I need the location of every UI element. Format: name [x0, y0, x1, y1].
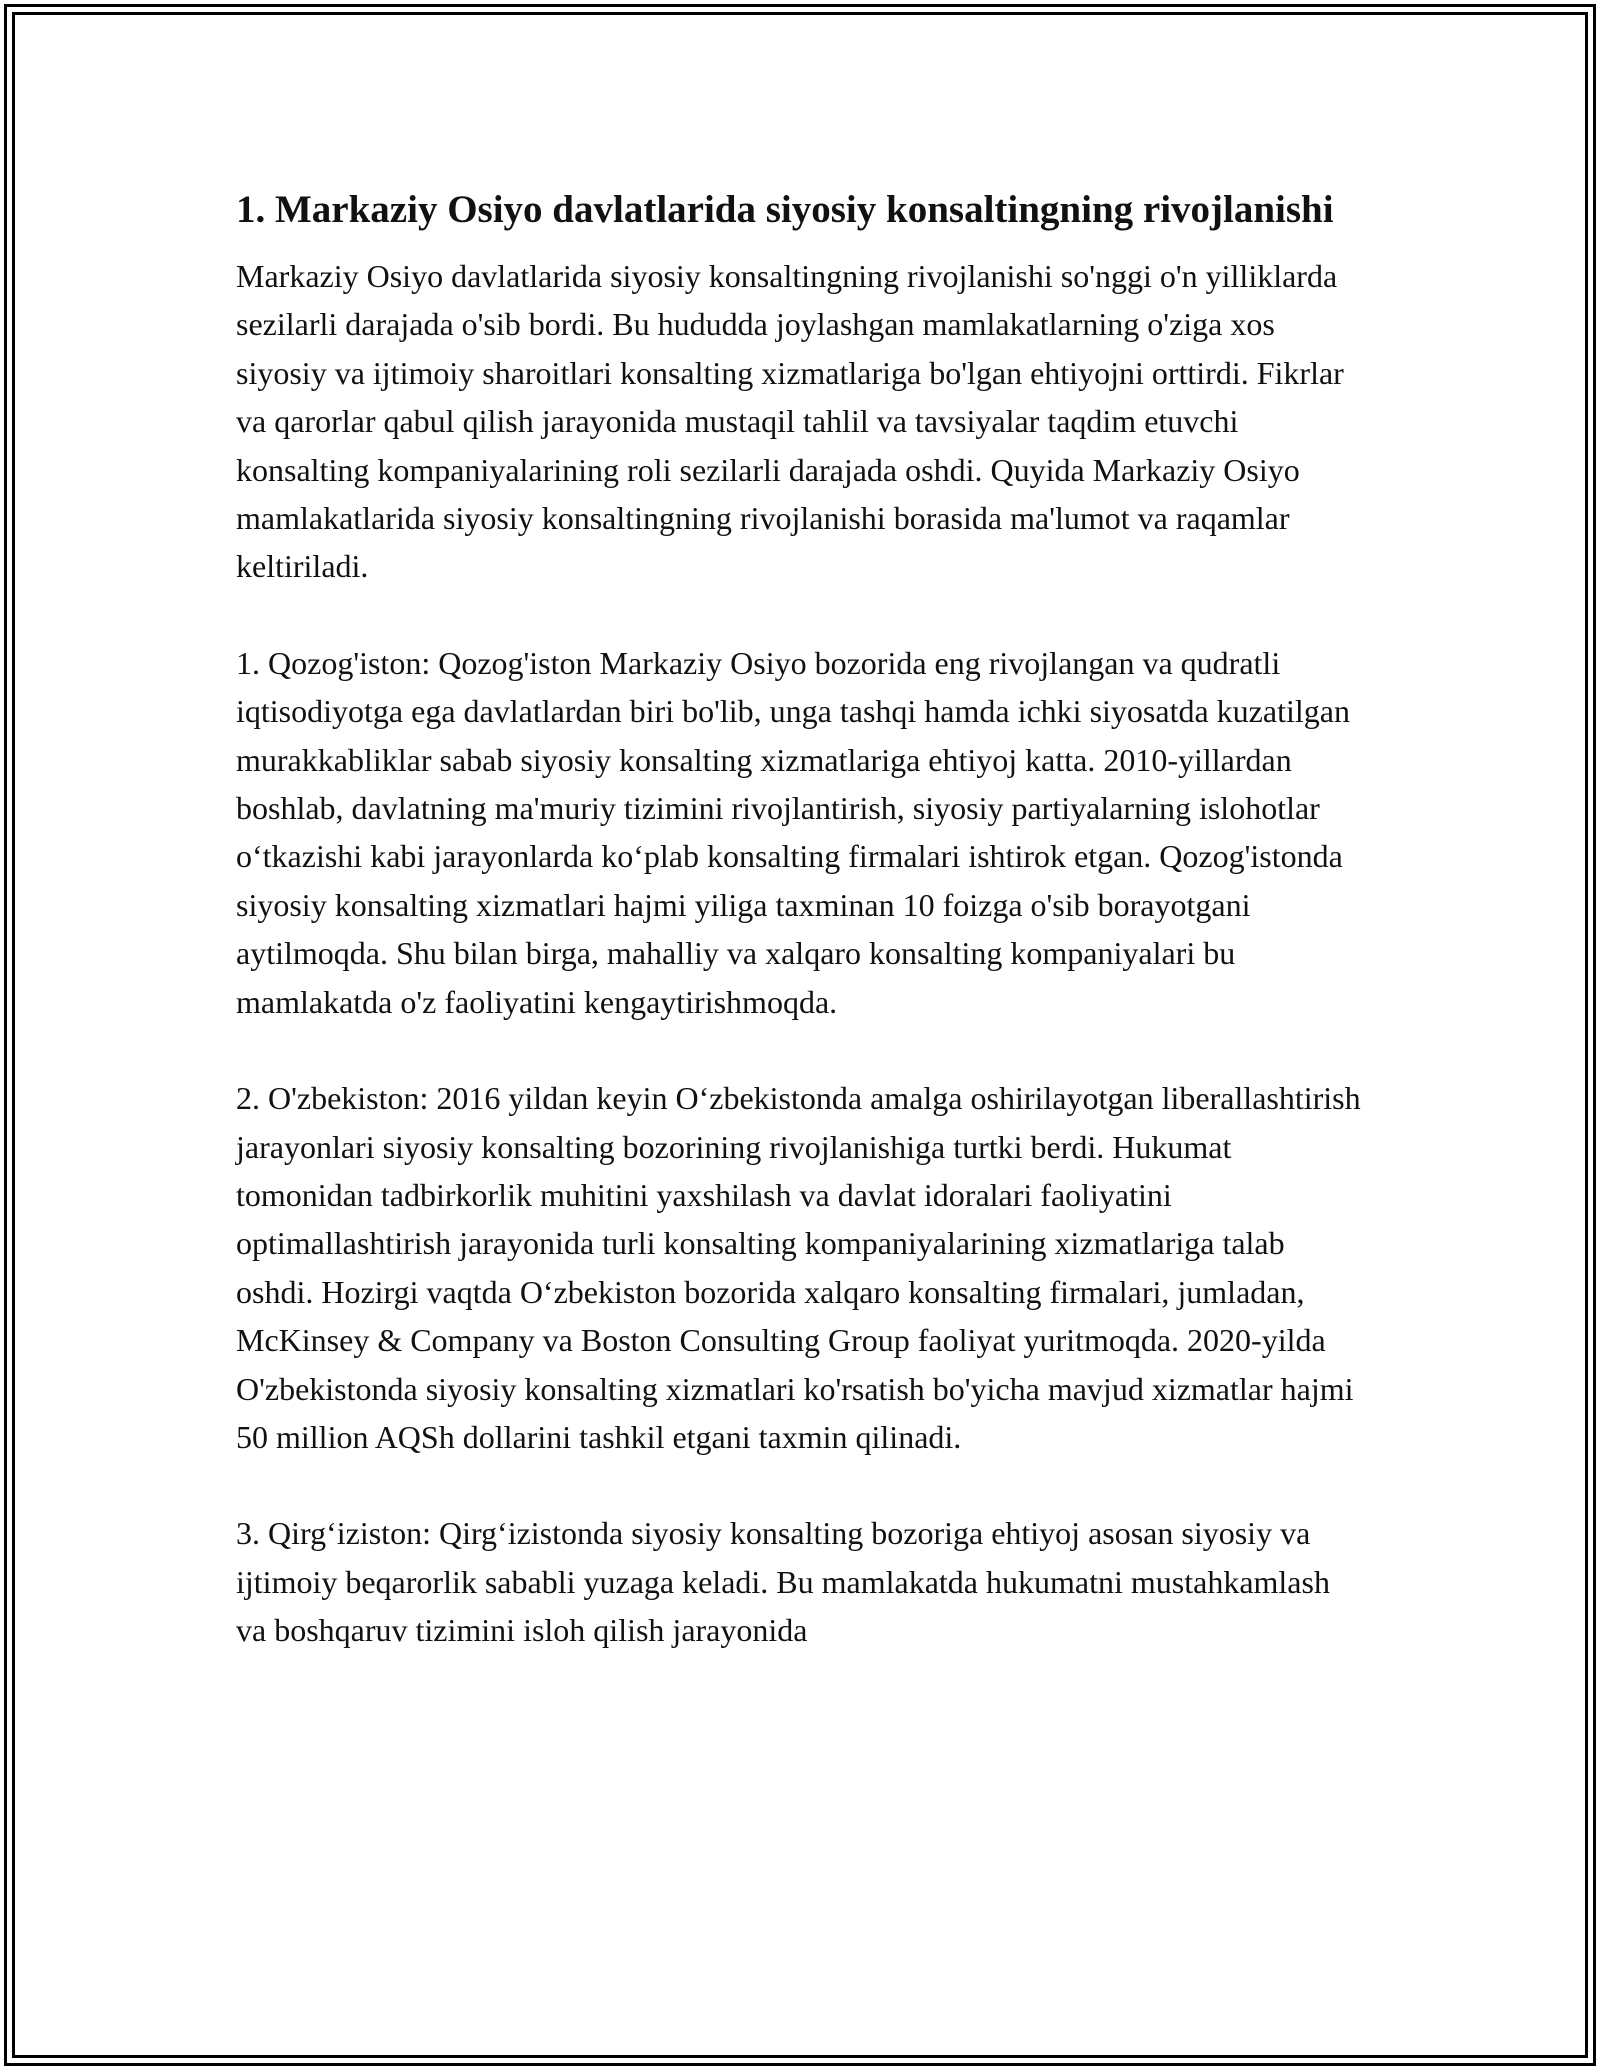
- section-heading: 1. Markaziy Osiyo davlatlarida siyosiy konsaltingning rivojlanishi: [236, 188, 1334, 231]
- uzbekistan-paragraph: 2. O'zbekiston: 2016 yildan keyin Oʻzbekistonda amalga oshirilayotgan liberallashtirish jarayonlari siyosiy konsalting bozorining rivojlanishiga turtki berdi. Hukumat tomonidan tadbirkorlik muhitini yaxshilash va davlat idoralari faoliyatini optimallashtirish jarayonida turli konsalting kompaniyalarining xizmatlariga talab oshdi. Hozirgi vaqtda Oʻzbekiston bozorida xalqaro konsalting firmalari, jumladan, McKinsey & Company va Boston Consulting Group faoliyat yuritmoqda. 2020-yilda O'zbekistonda siyosiy konsalting xizmatlari ko'rsatish bo'yicha mavjud xizmatlar hajmi 50 million AQSh dollarini tashkil etgani taxmin qilinadi.: [236, 1080, 1361, 1455]
- kazakhstan-paragraph: 1. Qozog'iston: Qozog'iston Markaziy Osiyo bozorida eng rivojlangan va qudratli iqtisodiyotga ega davlatlardan biri bo'lib, unga tashqi hamda ichki siyosatda kuzatilgan murakkabliklar sabab siyosiy konsalting xizmatlariga ehtiyoj katta. 2010-yillardan boshlab, davlatning ma'muriy tizimini rivojlantirish, siyosiy partiyalarning islohotlar oʻtkazishi kabi jarayonlarda koʻplab konsalting firmalari ishtirok etgan. Qozog'istonda siyosiy konsalting xizmatlari hajmi yiliga taxminan 10 foizga o'sib borayotgani aytilmoqda. Shu bilan birga, mahalliy va xalqaro konsalting kompaniyalari bu mamlakatda o'z faoliyatini kengaytirishmoqda.: [236, 644, 1350, 1020]
- document-body: [236, 185, 1366, 1655]
- intro-paragraph: Markaziy Osiyo davlatlarida siyosiy konsaltingning rivojlanishi so'nggi o'n yilliklarda sezilarli darajada o'sib bordi. Bu hududda joylashgan mamlakatlarning o'ziga xos siyosiy va ijtimoiy sharoitlari konsalting xizmatlariga bo'lgan ehtiyojni orttirdi. Fikrlar va qarorlar qabul qilish jarayonida mustaqil tahlil va tavsiyalar taqdim etuvchi konsalting kompaniyalarining roli sezilarli darajada oshdi. Quyida Markaziy Osiyo mamlakatlarida siyosiy konsaltingning rivojlanishi borasida ma'lumot va raqamlar keltiriladi.: [236, 258, 1344, 585]
- kyrgyzstan-paragraph: 3. Qirgʻiziston: Qirgʻizistonda siyosiy konsalting bozoriga ehtiyoj asosan siyosiy va ijtimoiy beqarorlik sababli yuzaga keladi. Bu mamlakatda hukumatni mustahkamlash va boshqaruv tizimini isloh qilish jarayonida: [236, 1515, 1330, 1649]
